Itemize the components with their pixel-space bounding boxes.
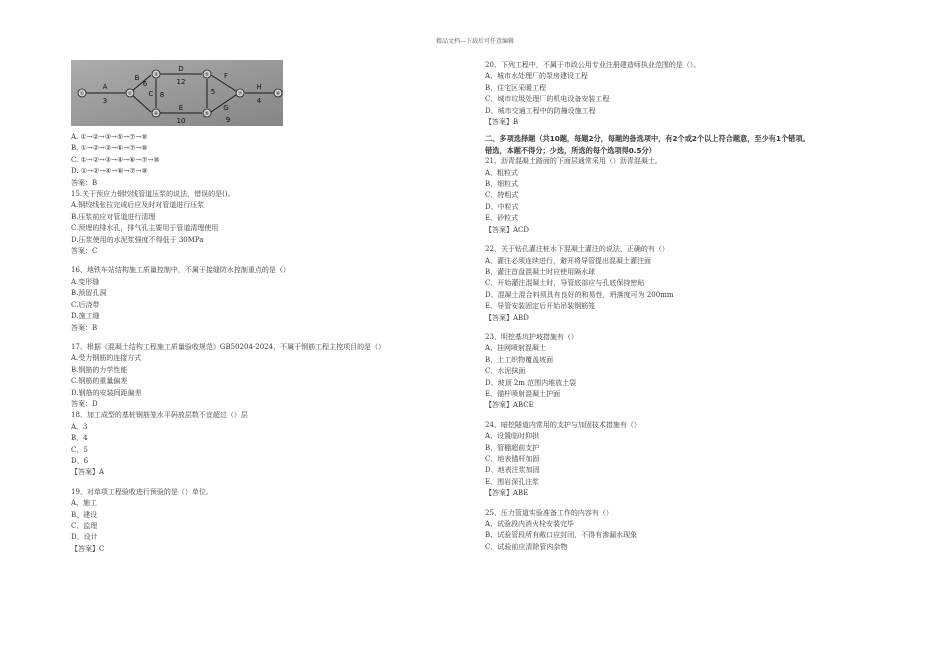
- left-column: [71, 60, 451, 555]
- node-4-label: ④: [153, 111, 159, 117]
- q24-block: [485, 420, 885, 500]
- q21-option-c: C、特粗式: [485, 191, 519, 200]
- q14-block: [71, 132, 451, 189]
- activity-e-label: E: [178, 104, 184, 112]
- q16-answer: 答案：B: [71, 323, 98, 332]
- q24-answer: 【答案】ABE: [485, 489, 529, 498]
- node-8-label: ⑧: [275, 91, 281, 97]
- q21-option-b: B、细粒式: [485, 180, 519, 189]
- q22-option-c: C、开始灌注混凝土时，导管底部应与孔底保持密贴: [485, 279, 645, 288]
- section-2-heading: [485, 133, 885, 156]
- q15-answer: 答案：C: [71, 247, 98, 256]
- q20-option-c: C、城市垃圾处理厂的机电设备安装工程: [485, 95, 610, 104]
- q20-question: 20、下列工程中，不属于市政公用专业注册建造师执业范围的是（）。: [485, 61, 701, 69]
- q21-option-a: A、粗粒式: [485, 168, 519, 177]
- q16-option-d: D.施工缝: [71, 312, 100, 321]
- q15-block: [71, 189, 451, 257]
- q14-option-b: B. ①→②→③→⑥→⑦→⑧: [71, 144, 148, 153]
- q19-option-b: B、建设: [71, 510, 98, 519]
- q22-answer: 【答案】ABD: [485, 313, 529, 322]
- q19-option-d: D、设计: [71, 533, 98, 542]
- activity-c-label: C: [148, 90, 154, 98]
- activity-g-label: G: [223, 104, 229, 112]
- q24-option-a: A、设置临时仰拱: [485, 432, 540, 441]
- activity-g-duration: 9: [225, 116, 231, 124]
- q15-option-a: A.钢绞线张拉完成后应及时对管道进行压浆: [71, 201, 205, 210]
- q17-option-b: B.钢筋的力学性能: [71, 365, 128, 374]
- q15-option-d: D.压浆使用的水泥浆强度不得低于 30MPa: [71, 235, 204, 244]
- node-3-label: ③: [153, 72, 159, 78]
- q17-block: [71, 342, 451, 410]
- q18-option-a: A、3: [71, 422, 88, 431]
- activity-e-duration: 10: [176, 117, 186, 125]
- q25-block: [485, 508, 885, 554]
- network-diagram-image: [71, 60, 283, 126]
- q21-option-e: E、砂粒式: [485, 214, 519, 223]
- node-2-label: ②: [127, 91, 133, 97]
- section-2-heading-line-2: 错选，本题不得分；少选，所选的每个选项得0.5分）: [485, 145, 656, 155]
- q19-block: [71, 487, 451, 555]
- q18-question: 18、加工成型的基桩钢筋笼水平码放层数不宜超过（）层: [71, 411, 248, 420]
- activity-f-label: F: [223, 72, 229, 80]
- q17-question: 17、根据《混凝土结构工程施工质量验收规范》GB50204-2024，不属于钢筋工程主控项目的是（）: [71, 342, 386, 351]
- section-2-heading-line-1: 二、多项选择题（共10题，每题2分，每题的备选项中，有2个或2个以上符合题意，至少有1个错项。: [485, 134, 810, 144]
- right-column: [485, 60, 885, 553]
- node-7-label: ⑦: [237, 91, 243, 97]
- q21-answer: 【答案】ACD: [485, 225, 530, 234]
- q20-option-d: D、城市交通工程中的防撞设施工程: [485, 106, 596, 115]
- q19-option-c: C、监理: [71, 522, 98, 530]
- q24-question: 24、暗挖隧道内常用的支护与加固技术措施有（）: [485, 420, 641, 429]
- q14-answer: 答案：B: [71, 178, 98, 187]
- q20-option-a: A、城市水处理厂的泵房建设工程: [485, 72, 589, 81]
- q17-option-d: D.钢筋的安装间距偏差: [71, 388, 142, 397]
- q14-option-a: A. ①→②→③→⑤→⑦→⑧: [71, 133, 148, 141]
- activity-c-duration: 8: [159, 91, 165, 99]
- q17-option-c: C.钢筋的重量偏差: [71, 377, 128, 386]
- q23-block: [485, 332, 885, 412]
- q16-option-b: B.预留孔洞: [71, 289, 107, 298]
- q22-option-d: D、混凝土混合料须具有良好的和易性，坍落度可为 200mm: [485, 290, 674, 299]
- q19-answer: 【答案】C: [71, 544, 105, 553]
- activity-b-duration: 6: [142, 80, 148, 88]
- q24-option-b: B、管棚超前支护: [485, 443, 540, 452]
- q19-question: 19、对单项工程验收进行预验的是（）单位。: [71, 487, 213, 496]
- q15-option-c: C.预埋的排水孔，排气孔主要用于管道清理使用: [71, 224, 219, 233]
- q14-option-c: C. ①→②→③→④→⑥→⑦→⑧: [71, 155, 160, 164]
- q25-option-c: C、试验前应清除管内杂物: [485, 542, 568, 551]
- q18-answer: 【答案】A: [71, 468, 105, 477]
- q17-option-a: A.受力钢筋的连接方式: [71, 354, 142, 363]
- q19-option-a: A、施工: [71, 499, 98, 508]
- q18-option-b: B、4: [71, 434, 88, 443]
- node-6-label: ⑥: [204, 111, 210, 117]
- q22-option-b: B、灌注首盘混凝土时应使用隔水球: [485, 267, 596, 276]
- q23-answer: 【答案】ABCE: [485, 401, 534, 410]
- q16-question: 16、地铁车站结构施工质量控制中，不属于接缝防水控制重点的是（）: [71, 266, 290, 275]
- q23-option-d: D、坡顶 2m 范围内堆放土袋: [485, 378, 577, 387]
- node-1-label: ①: [79, 91, 85, 97]
- q16-option-c: C.后浇带: [71, 300, 100, 309]
- q23-question: 23、明挖基坑护坡措施有（）: [485, 332, 578, 341]
- activity-h-duration: 4: [256, 97, 262, 105]
- activity-a-label: A: [102, 83, 108, 91]
- q25-option-b: B、试验管段所有敞口应封闭，不得有渗漏水现象: [485, 531, 638, 540]
- q24-option-d: D、地表注浆加固: [485, 466, 540, 475]
- q18-block: [71, 410, 451, 478]
- q16-option-a: A.变形缝: [71, 277, 100, 286]
- activity-f-duration: 5: [210, 88, 216, 96]
- node-5-label: ⑤: [204, 72, 210, 78]
- activity-d-duration: 12: [176, 78, 186, 86]
- activity-d-label: D: [178, 65, 184, 73]
- q23-option-e: E、锚杆喷射混凝土护面: [485, 389, 561, 398]
- q23-option-a: A、挂网喷射混凝土: [485, 344, 547, 353]
- activity-b-label: B: [134, 74, 140, 82]
- q23-option-b: B、土工织物覆盖坡面: [485, 355, 554, 364]
- q22-option-a: A、灌注必须连续进行，避开将导管提出混凝土灌注面: [485, 256, 652, 265]
- q24-option-c: C、地表锚杆加固: [485, 455, 540, 463]
- q18-option-d: D、6: [71, 456, 89, 465]
- q20-block: [485, 60, 885, 128]
- activity-a-duration: 3: [102, 97, 108, 105]
- q18-option-c: C、5: [71, 445, 88, 454]
- q21-block: [485, 156, 885, 236]
- q17-answer: 答案：D: [71, 399, 98, 408]
- activity-h-label: H: [256, 83, 262, 91]
- q22-block: [485, 244, 885, 324]
- q14-option-d: D. ①→②→④→⑥→⑦→⑧: [71, 167, 148, 176]
- q15-question: 15.关于预应力钢绞线管道压浆的说法，错误的是()。: [71, 190, 235, 199]
- q22-question: 22、关于钻孔灌注桩水下混凝土灌注的说法，正确的有（）: [485, 245, 669, 254]
- q21-option-d: D、中粒式: [485, 202, 519, 211]
- q20-option-b: B、住宅区采暖工程: [485, 83, 547, 92]
- q15-option-b: B.压浆前应对管道进行清理: [71, 212, 156, 221]
- q20-answer: 【答案】B: [485, 118, 519, 127]
- page-header: 精品文档---下载后可任意编辑: [435, 38, 515, 45]
- q23-option-c: C、水泥抹面: [485, 367, 526, 376]
- q25-option-a: A、试验段内消火栓安装完毕: [485, 520, 575, 529]
- q22-option-e: E、导管安装固定后开始吊装钢筋笼: [485, 302, 596, 311]
- q24-option-e: E、围岩深孔注浆: [485, 477, 540, 486]
- q16-block: [71, 265, 451, 333]
- q25-question: 25、压力管道实验准备工作的内容有（）: [485, 508, 613, 517]
- q21-question: 21、沥青混凝土路面的下面层通常采用（）沥青混凝土。: [485, 157, 662, 166]
